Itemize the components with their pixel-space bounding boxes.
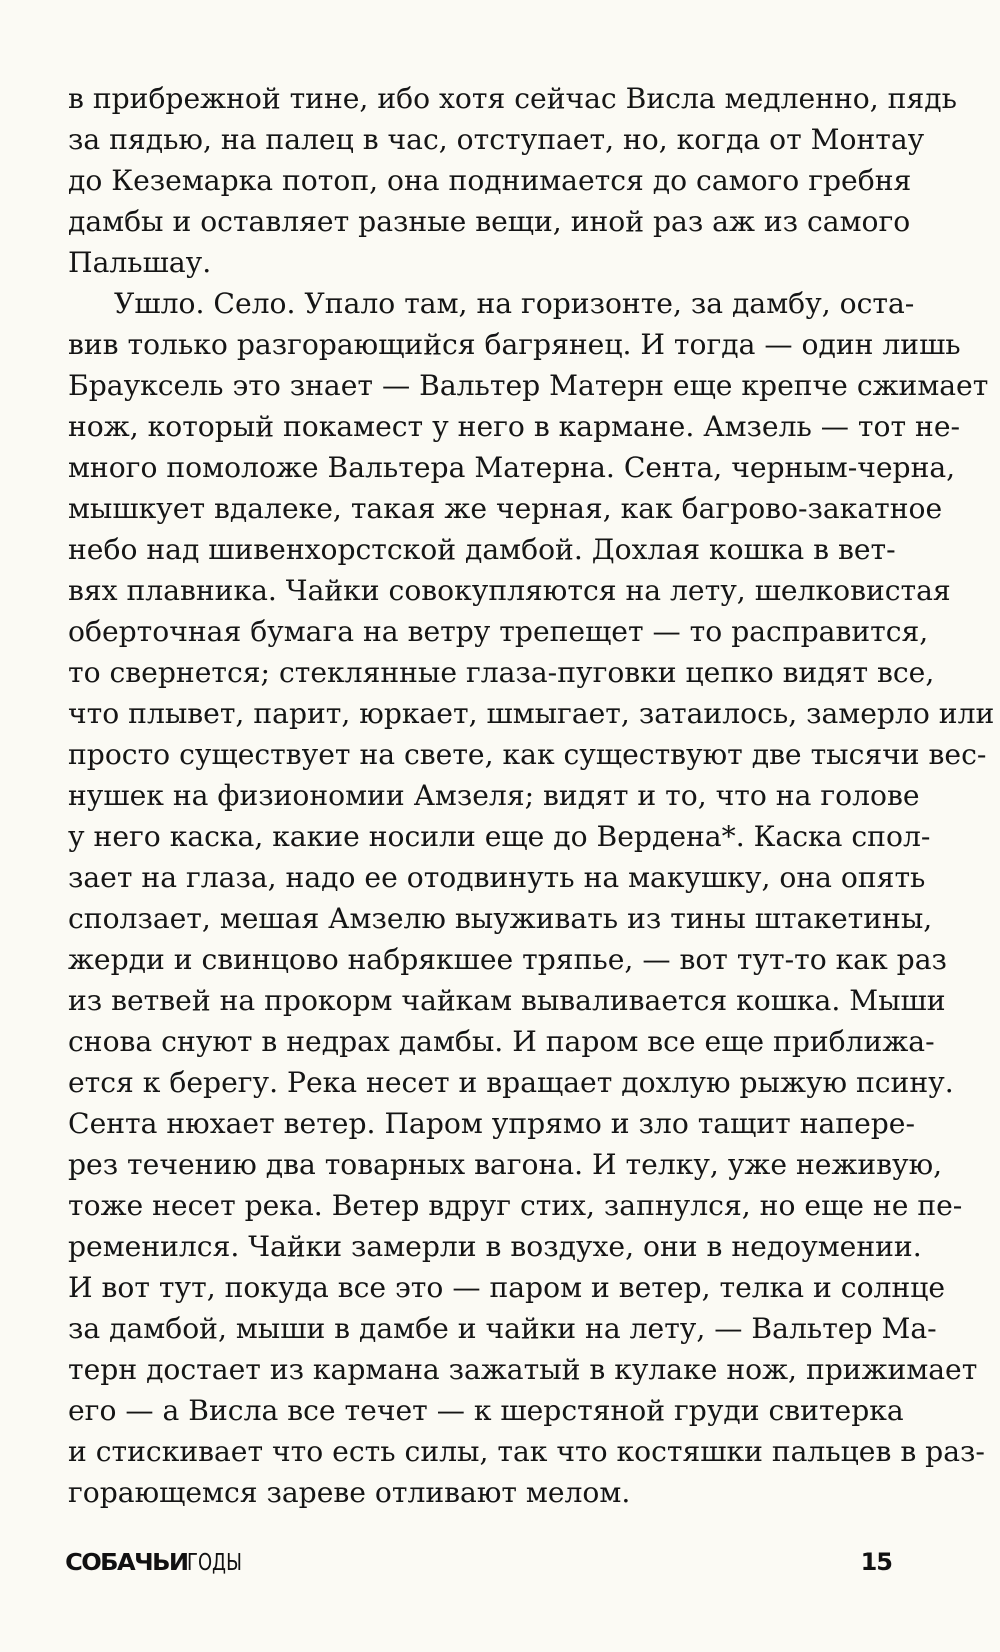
text-line: ременился. Чайки замерли в воздухе, они в недоумении. [68,1230,922,1263]
text-line: Пальшау. [68,246,212,279]
text-line: жерди и свинцово набрякшее тряпье, — вот тут-то как раз [68,943,947,976]
text-line: то свернется; стеклянные глаза-пуговки цепко видят все, [68,656,935,689]
text-line: горающемся зареве отливают мелом. [68,1476,631,1509]
page-footer [65,1544,892,1580]
text-line: у него каска, какие носили еще до Вердена*. Каска спол- [68,820,931,853]
text-line: до Кеземарка потоп, она поднимается до самого гребня [68,164,912,197]
text-line: что плывет, парит, юркает, шмыгает, затаилось, замерло или [68,697,995,730]
text-line: Сента нюхает ветер. Паром упрямо и зло тащит напере- [68,1107,916,1140]
text-line: просто существует на свете, как существуют две тысячи вес- [68,738,987,771]
text-line: нож, который покамест у него в кармане. Амзель — тот не- [68,410,961,443]
text-line: нушек на физиономии Амзеля; видят и то, что на голове [68,779,920,812]
text-line: И вот тут, покуда все это — паром и ветер, телка и солнце [68,1271,946,1304]
text-line: снова снуют в недрах дамбы. И паром все еще приближа- [68,1025,935,1058]
body-text [68,78,995,1513]
text-line: в прибрежной тине, ибо хотя сейчас Висла медленно, пядь [68,82,957,115]
text-line: Ушло. Село. Упало там, на горизонте, за дамбу, оста- [114,287,915,320]
text-line: рез течению два товарных вагона. И телку, уже неживую, [68,1148,943,1181]
text-line: вив только разгорающийся багрянец. И тогда — один лишь [68,328,961,361]
text-line: за пядью, на палец в час, отступает, но, когда от Монтау [68,123,925,156]
text-line: мышкует вдалеке, такая же черная, как багрово-закатное [68,492,943,525]
text-line: и стискивает что есть силы, так что костяшки пальцев в раз- [68,1435,985,1468]
text-line: ется к берегу. Река несет и вращает дохлую рыжую псину. [68,1066,954,1099]
text-line: много помоложе Вальтера Матерна. Сента, черным-черна, [68,451,956,484]
text-line: Брауксель это знает — Вальтер Матерн еще крепче сжимает [68,369,989,402]
text-line: из ветвей на прокорм чайкам вываливается кошка. Мыши [68,984,946,1017]
text-line: дамбы и оставляет разные вещи, иной раз аж из самого [68,205,911,238]
text-line: оберточная бумага на ветру трепещет — то расправится, [68,615,929,648]
text-line: тоже несет река. Ветер вдруг стих, запнулся, но еще не пе- [68,1189,963,1222]
running-title-bold: СОБАЧЬИ [65,1550,188,1576]
text-line: за дамбой, мыши в дамбе и чайки на лету, — Вальтер Ма- [68,1312,937,1345]
text-line: небо над шивенхорстской дамбой. Дохлая кошка в вет- [68,533,896,566]
text-line: сползает, мешая Амзелю выуживать из тины штакетины, [68,902,933,935]
text-line: его — а Висла все течет — к шерстяной груди свитерка [68,1394,904,1427]
text-line: терн достает из кармана зажатый в кулаке нож, прижимает [68,1353,978,1386]
running-title-light: ГОДЫ [186,1550,242,1576]
text-line: зает на глаза, надо ее отодвинуть на макушку, она опять [68,861,926,894]
text-line: вях плавника. Чайки совокупляются на лету, шелковистая [68,574,951,607]
running-title [65,1544,257,1581]
page-number: 15 [860,1548,892,1576]
